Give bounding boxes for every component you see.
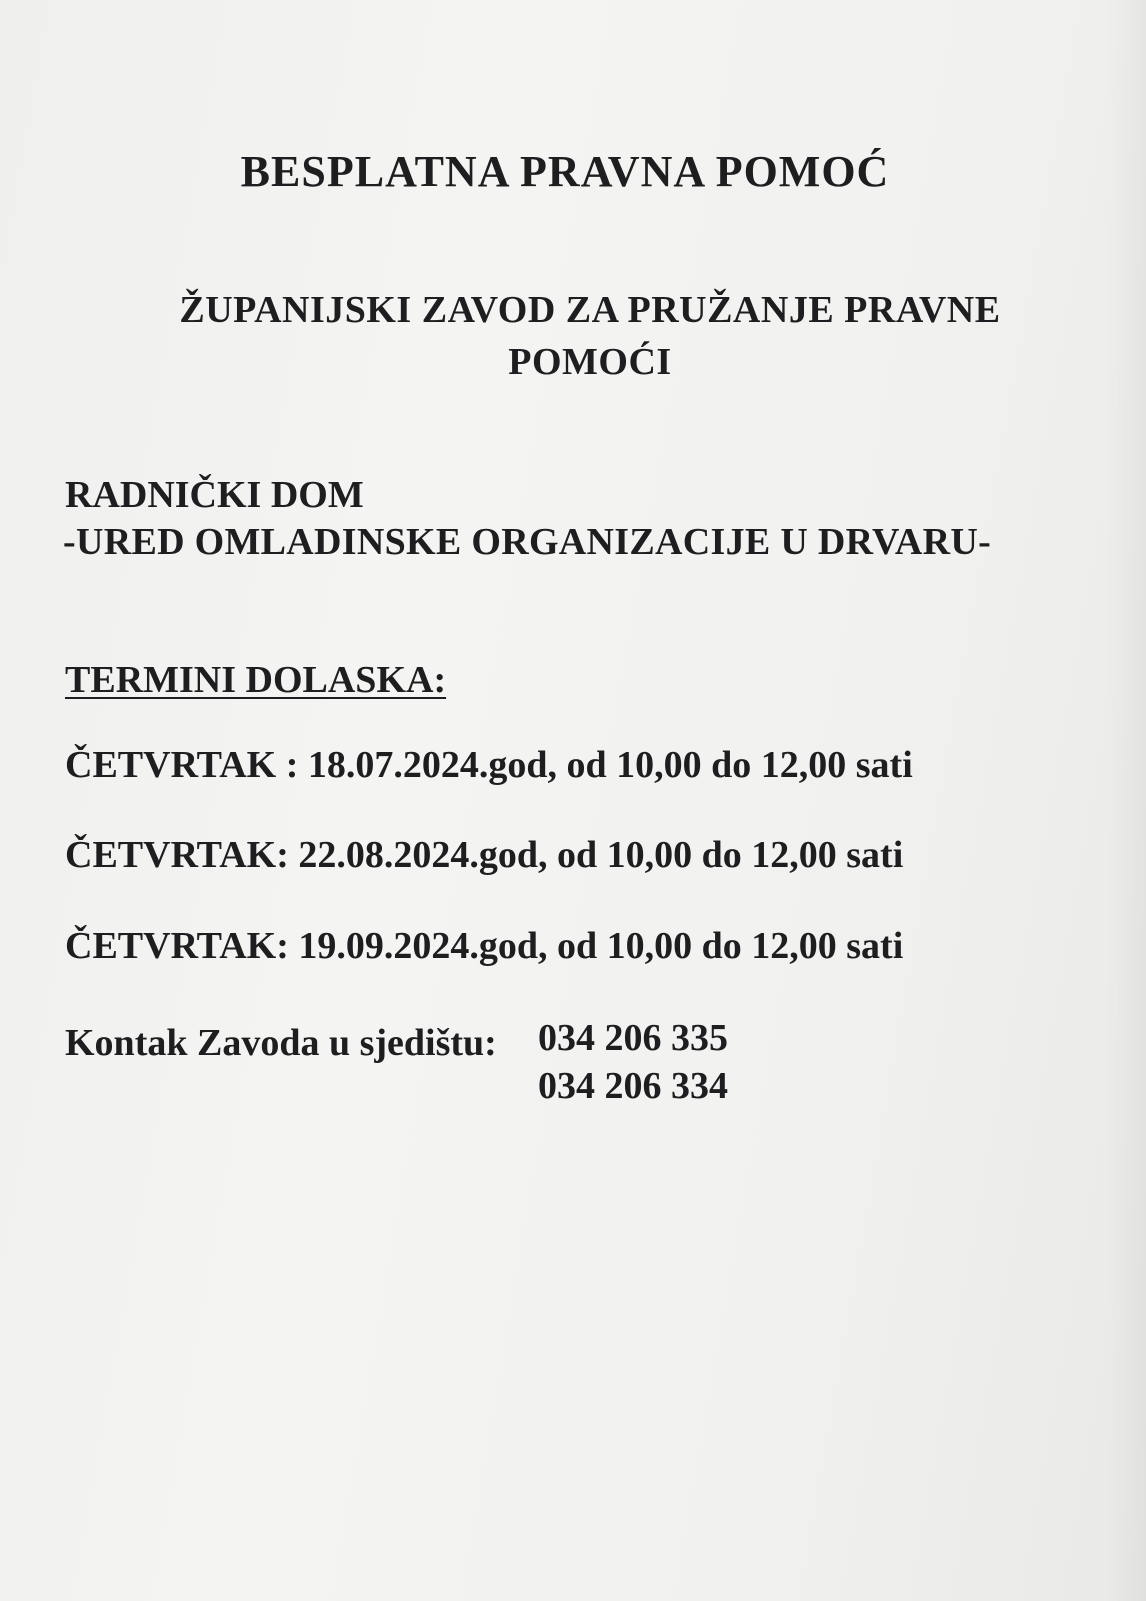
contact-label: Kontak Zavoda u sjedištu:	[65, 1022, 497, 1064]
appointment-item: ČETVRTAK: 19.09.2024.god, od 10,00 do 12,00 sati	[65, 925, 904, 967]
institution-name-line-2: POMOĆI	[508, 341, 672, 383]
institution-name-line-1: ŽUPANIJSKI ZAVOD ZA PRUŽANJE PRAVNE	[179, 289, 1001, 331]
location-name: RADNIČKI DOM	[65, 474, 364, 516]
appointment-item: ČETVRTAK : 18.07.2024.god, od 10,00 do 12,00 sati	[65, 744, 913, 786]
schedule-heading: TERMINI DOLASKA:	[65, 659, 447, 701]
document-title: BESPLATNA PRAVNA POMOĆ	[240, 147, 890, 196]
location-office: -URED OMLADINSKE ORGANIZACIJE U DRVARU-	[63, 521, 992, 563]
contact-phone: 034 206 335	[538, 1017, 728, 1059]
contact-phone: 034 206 334	[538, 1065, 728, 1107]
appointment-item: ČETVRTAK: 22.08.2024.god, od 10,00 do 12,00 sati	[65, 834, 904, 876]
